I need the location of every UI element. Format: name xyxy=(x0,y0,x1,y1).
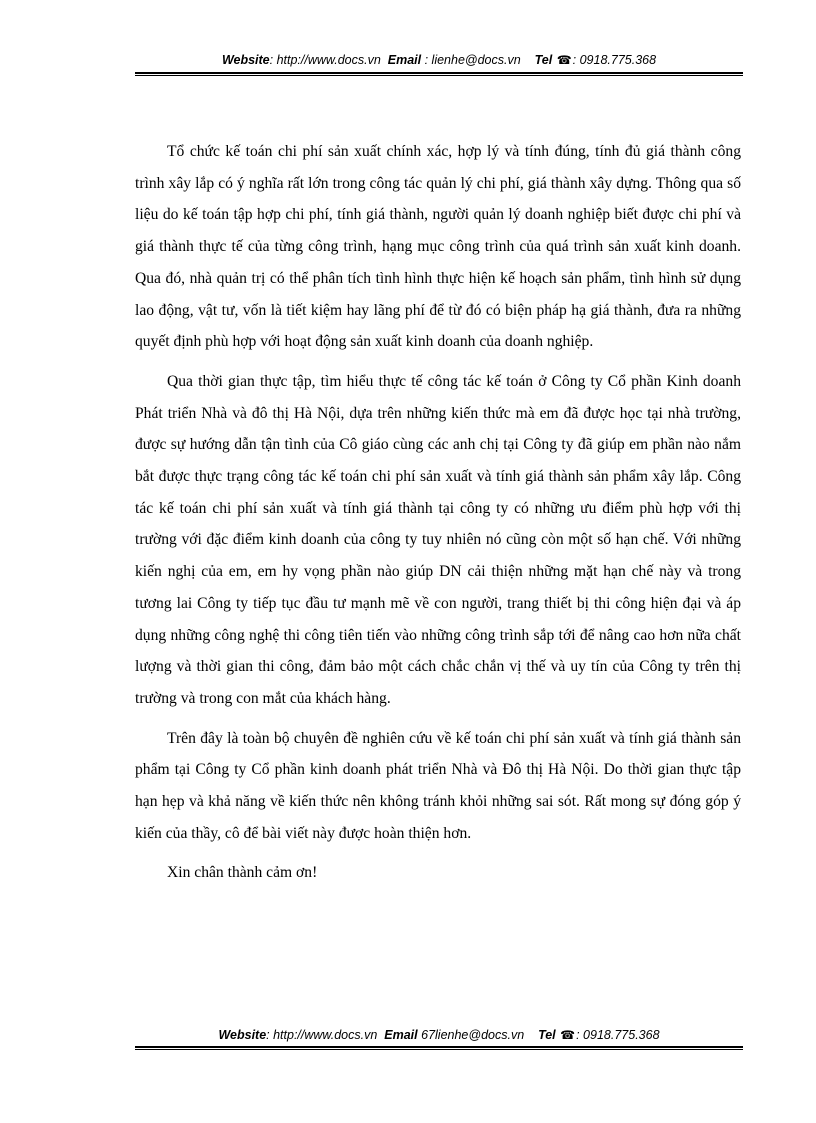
phone-icon: ☎ xyxy=(560,1028,576,1042)
footer-website-link[interactable]: : http://www.docs.vn xyxy=(266,1028,378,1042)
closing-line: Xin chân thành cảm ơn! xyxy=(167,864,318,882)
paragraph: Tổ chức kế toán chi phí sản xuất chính xác, hợp lý và tính đúng, tính đủ giá thành công trình xây lắp có ý nghĩa rất lớn trong công tác quản lý chi phí, giá thành xây dựng. Thông qua số liệu do kế toán tập hợp chi phí, tính giá thành, người quản lý doanh nghiệp biết được chi phí và giá thành thực tế của từng công trình, hạng mục công trình của quá trình sản xuất kinh doanh. Qua đó, nhà quản trị có thể phân tích tình hình thực hiện kế hoạch sản phẩm, tình hình sử dụng lao động, vật tư, vốn là tiết kiệm hay lãng phí để từ đó có biện pháp hạ giá thành, đưa ra những quyết định phù hợp với hoạt động sản xuất kinh doanh của doanh nghiệp. xyxy=(135,143,741,351)
header-tel-value: : 0918.775.368 xyxy=(572,53,657,67)
header-email-label: Email xyxy=(387,53,422,67)
header-rule-thick xyxy=(135,72,743,74)
page-header xyxy=(135,50,743,70)
header-website-label: Website xyxy=(221,53,270,67)
header-email-link[interactable]: : lienhe@docs.vn xyxy=(421,53,521,67)
footer-rule-thick xyxy=(135,1046,743,1048)
header-tel-label: Tel xyxy=(534,53,553,67)
header-rule-thin xyxy=(135,75,743,76)
footer-website-label: Website xyxy=(218,1028,267,1042)
page-footer xyxy=(135,1025,743,1045)
document-body xyxy=(135,136,741,897)
footer-tel-value: : 0918.775.368 xyxy=(576,1028,660,1042)
paragraph: Qua thời gian thực tập, tìm hiểu thực tế công tác kế toán ở Công ty Cổ phần Kinh doanh Phát triển Nhà và đô thị Hà Nội, dựa trên những kiến thức mà em đã được học tại nhà trường, được sự hướng dẫn tận tình của Cô giáo cùng các anh chị tại Công ty đã giúp em phần nào nắm bắt được thực trạng công tác kế toán chi phí sản xuất và tính giá thành sản phẩm xây lắp. Công tác kế toán chi phí sản xuất và tính giá thành tại công ty có những ưu điểm phù hợp với thị trường với đặc điểm kinh doanh của công ty tuy nhiên nó cũng còn một số hạn chế. Với những kiến nghị của em, em hy vọng phần nào giúp DN cải thiện những mặt hạn chế này và trong tương lai Công ty tiếp tục đầu tư mạnh mẽ về con người, trang thiết bị thi công hiện đại và áp dụng những công nghệ thi công tiên tiến vào những công trình sắp tới để nâng cao hơn nữa chất lượng và thời gian thi công, đảm bảo một cách chắc chắn vị thế và uy tín của Công ty trên thị trường và trong con mắt của khách hàng. xyxy=(135,372,741,707)
footer-email-label: Email xyxy=(384,1028,418,1042)
paragraph: Trên đây là toàn bộ chuyên đề nghiên cứu về kế toán chi phí sản xuất và tính giá thành sản phẩm tại Công ty Cổ phần kinh doanh phát triển Nhà và Đô thị Hà Nội. Do thời gian thực tập hạn hẹp và khả năng về kiến thức nên không tránh khỏi những sai sót. Rất mong sự đóng góp ý kiến của thầy, cô để bài viết này được hoàn thiện hơn. xyxy=(135,729,741,842)
footer-tel-label: Tel xyxy=(538,1028,556,1042)
footer-email-link[interactable]: 67lienhe@docs.vn xyxy=(417,1028,525,1042)
phone-icon: ☎ xyxy=(556,53,572,67)
footer-rule-thin xyxy=(135,1049,743,1050)
header-website-link[interactable]: : http://www.docs.vn xyxy=(269,53,381,67)
